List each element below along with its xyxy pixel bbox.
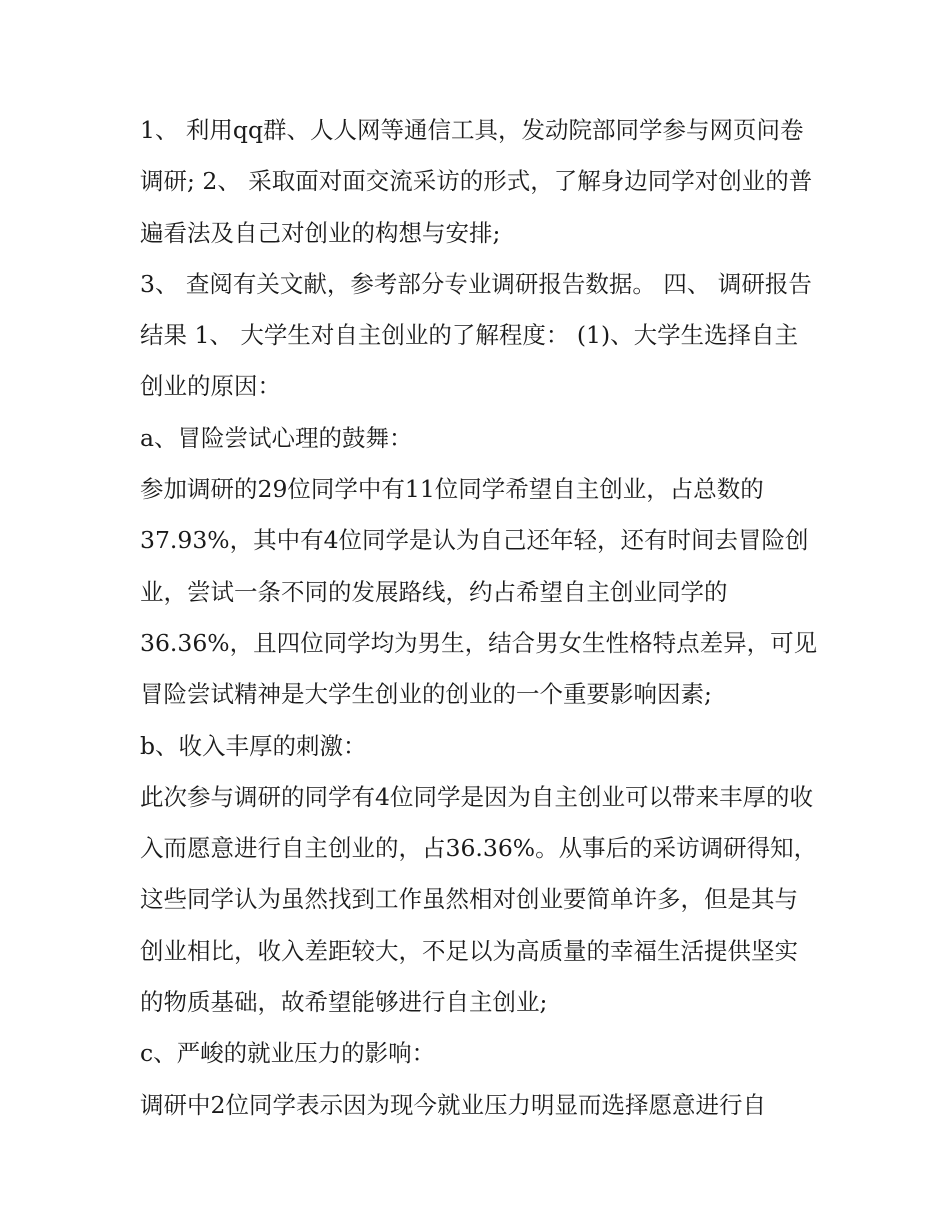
paragraph-a-body: 参加调研的29位同学中有11位同学希望自主创业，占总数的37.93%，其中有4位同学是认为自己还年轻，还有时间去冒险创业，尝试一条不同的发展路线，约占希望自主创业同学的36.36%，且四位同学均为男生，结合男女生性格特点差异，可见冒险尝试精神是大学生创业的创业的一个重要影响因素; <box>140 475 818 709</box>
heading-a-adventure: a、冒险尝试心理的鼓舞： <box>140 423 413 452</box>
paragraph-c-body: 调研中2位同学表示因为现今就业压力明显而选择愿意进行自 <box>140 1090 766 1119</box>
paragraph-b-body: 此次参与调研的同学有4位同学是因为自主创业可以带来丰厚的收入而愿意进行自主创业的，占36.36%。从事后的采访调研得知，这些同学认为虽然找到工作虽然相对创业要简单许多，但是其与创业相比，收入差距较大，不足以为高质量的幸福生活提供坚实的物质基础，故希望能够进行自主创业; <box>140 782 818 1017</box>
heading-c-employment-pressure: c、严峻的就业压力的影响： <box>140 1039 436 1068</box>
paragraph-results-intro: 3、 查阅有关文献，参考部分专业调研报告数据。 四、 调研报告结果 1、 大学生对自主创业的了解程度： (1)、大学生选择自主创业的原因： <box>140 269 812 401</box>
document-body <box>140 105 820 1131</box>
paragraph-methods: 1、 利用qq群、人人网等通信工具，发动院部同学参与网页问卷调研; 2、 采取面对面交流采访的形式，了解身边同学对创业的普遍看法及自己对创业的构想与安排; <box>140 116 813 247</box>
heading-b-income: b、收入丰厚的刺激： <box>140 731 367 760</box>
